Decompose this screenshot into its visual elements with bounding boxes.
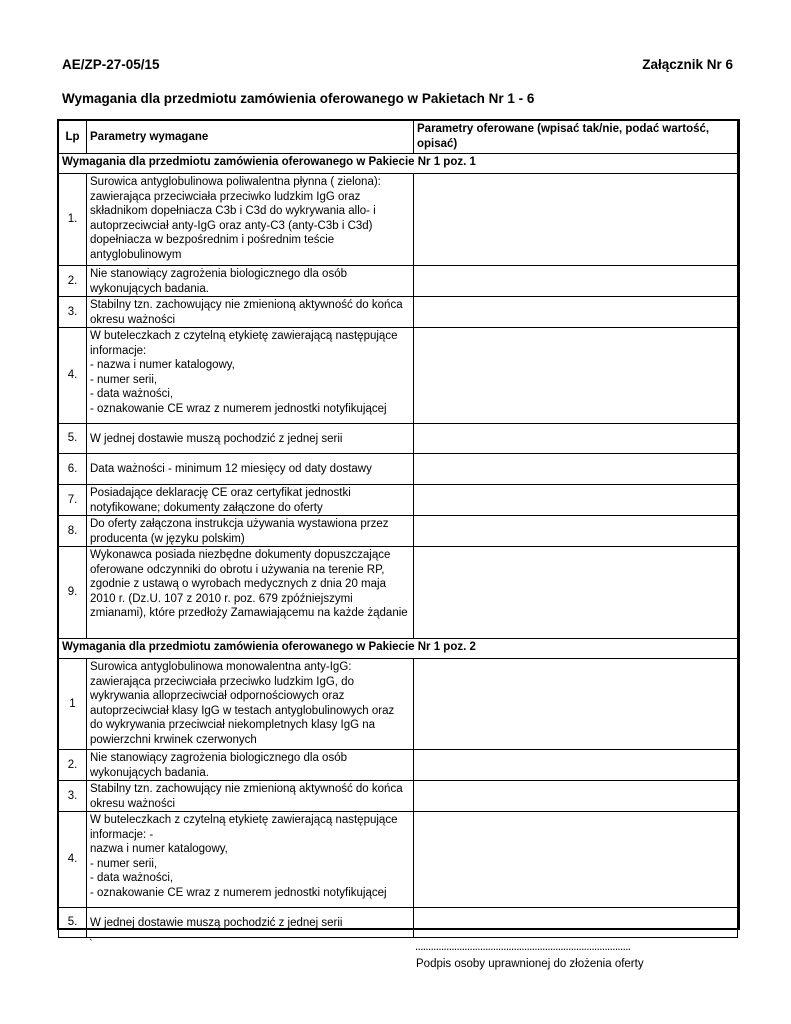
table-row — [59, 812, 738, 908]
document-code: AE/ZP-27-05/15 — [62, 57, 160, 72]
row-requirement: W jednej dostawie muszą pochodzić z jednej serii — [87, 424, 414, 454]
section-title: Wymagania dla przedmiotu zamówienia oferowanego w Pakiecie Nr 1 poz. 1 — [59, 154, 738, 174]
row-number: 9. — [59, 547, 87, 639]
row-number: 3. — [59, 297, 87, 328]
offer-input-cell[interactable] — [414, 297, 738, 328]
page-title: Wymagania dla przedmiotu zamówienia oferowanego w Pakietach Nr 1 - 6 — [62, 91, 535, 106]
col-header-lp: Lp — [59, 121, 87, 154]
section-header — [59, 639, 738, 659]
signature-line: ................................................................................... — [415, 941, 631, 953]
table-row — [59, 297, 738, 328]
row-number: 5. — [59, 908, 87, 938]
offer-input-cell[interactable] — [414, 908, 738, 938]
row-requirement: W buteleczkach z czytelną etykietę zawierającą następujące informacje: - nazwa i numer katalogowy, - numer serii, - data ważności, - oznakowanie CE wraz z numerem jednostki notyfikującej — [87, 812, 414, 908]
row-requirement: Posiadające deklarację CE oraz certyfikat jednostki notyfikowane; dokumenty załączone do oferty — [87, 485, 414, 516]
table-row — [59, 424, 738, 454]
offer-input-cell[interactable] — [414, 328, 738, 424]
table-row — [59, 516, 738, 547]
row-requirement: Stabilny tzn. zachowujący nie zmienioną aktywność do końca okresu ważności — [87, 781, 414, 812]
table-header-row — [59, 121, 738, 154]
row-number: 6. — [59, 454, 87, 485]
section-header — [59, 154, 738, 174]
attachment-number: Załącznik Nr 6 — [642, 57, 733, 72]
row-number: 4. — [59, 328, 87, 424]
table-row — [59, 328, 738, 424]
row-number: 4. — [59, 812, 87, 908]
offer-input-cell[interactable] — [414, 750, 738, 781]
offer-input-cell[interactable] — [414, 516, 738, 547]
offer-input-cell[interactable] — [414, 659, 738, 750]
row-requirement: Nie stanowiący zagrożenia biologicznego dla osób wykonujących badania. — [87, 266, 414, 297]
offer-input-cell[interactable] — [414, 781, 738, 812]
row-number: 7. — [59, 485, 87, 516]
row-number: 2. — [59, 266, 87, 297]
row-requirement: W jednej dostawie muszą pochodzić z jednej serii — [87, 908, 414, 938]
row-number: 2. — [59, 750, 87, 781]
offer-input-cell[interactable] — [414, 547, 738, 639]
col-header-required: Parametry wymagane — [87, 121, 414, 154]
offer-input-cell[interactable] — [414, 485, 738, 516]
table-row — [59, 659, 738, 750]
offer-input-cell[interactable] — [414, 174, 738, 266]
stray-mark: ` — [89, 938, 93, 950]
signature-label: Podpis osoby uprawnionej do złożenia oferty — [416, 958, 644, 970]
row-requirement: Do oferty załączona instrukcja używania wystawiona przez producenta (w języku polskim) — [87, 516, 414, 547]
row-number: 8. — [59, 516, 87, 547]
row-requirement: Data ważności - minimum 12 miesięcy od daty dostawy — [87, 454, 414, 485]
row-requirement: Surowica antyglobulinowa poliwalentna płynna ( zielona): zawierająca przeciwciała przeciwko ludzkim IgG oraz składnikom dopełniacza C3b i C3d do wykrywania allo- i autoprzeciwciał anty-IgG oraz anty-C3 (anty-C3b i C3d) dopełniacza w bezpośrednim i pośrednim teście antyglobulinowym — [87, 174, 414, 266]
offer-input-cell[interactable] — [414, 266, 738, 297]
table-row — [59, 266, 738, 297]
section-title: Wymagania dla przedmiotu zamówienia oferowanego w Pakiecie Nr 1 poz. 2 — [59, 639, 738, 659]
row-requirement: W buteleczkach z czytelną etykietę zawierającą następujące informacje: - nazwa i numer katalogowy, - numer serii, - data ważności, - oznakowanie CE wraz z numerem jednostki notyfikującej — [87, 328, 414, 424]
row-requirement: Surowica antyglobulinowa monowalentna anty-IgG: zawierająca przeciwciała przeciwko ludzkim IgG, do wykrywania alloprzeciwciał odpornościowych oraz autoprzeciwciał klasy IgG w testach antyglobulinowych oraz do wykrywania przeciwciał niekompletnych klasy IgG na powierzchni krwinek czerwonych — [87, 659, 414, 750]
table-row — [59, 454, 738, 485]
table-row — [59, 750, 738, 781]
row-number: 3. — [59, 781, 87, 812]
col-header-offered: Parametry oferowane (wpisać tak/nie, podać wartość, opisać) — [414, 121, 738, 154]
table-row — [59, 781, 738, 812]
row-requirement: Nie stanowiący zagrożenia biologicznego dla osób wykonujących badania. — [87, 750, 414, 781]
row-requirement: Wykonawca posiada niezbędne dokumenty dopuszczające oferowane odczynniki do obrotu i używania na terenie RP, zgodnie z ustawą o wyrobach medycznych z dnia 20 maja 2010 r. (Dz.U. 107 z 2010 r. poz. 679 zpóźniejszymi zmianami), które przedłoży Zamawiającemu na każde żądanie — [87, 547, 414, 639]
offer-input-cell[interactable] — [414, 424, 738, 454]
table-row — [59, 174, 738, 266]
table-row — [59, 908, 738, 938]
offer-input-cell[interactable] — [414, 454, 738, 485]
requirements-table — [58, 120, 738, 938]
offer-input-cell[interactable] — [414, 812, 738, 908]
row-requirement: Stabilny tzn. zachowujący nie zmienioną aktywność do końca okresu ważności — [87, 297, 414, 328]
row-number: 5. — [59, 424, 87, 454]
row-number: 1. — [59, 174, 87, 266]
row-number: 1 — [59, 659, 87, 750]
table-row — [59, 485, 738, 516]
table-row — [59, 547, 738, 639]
